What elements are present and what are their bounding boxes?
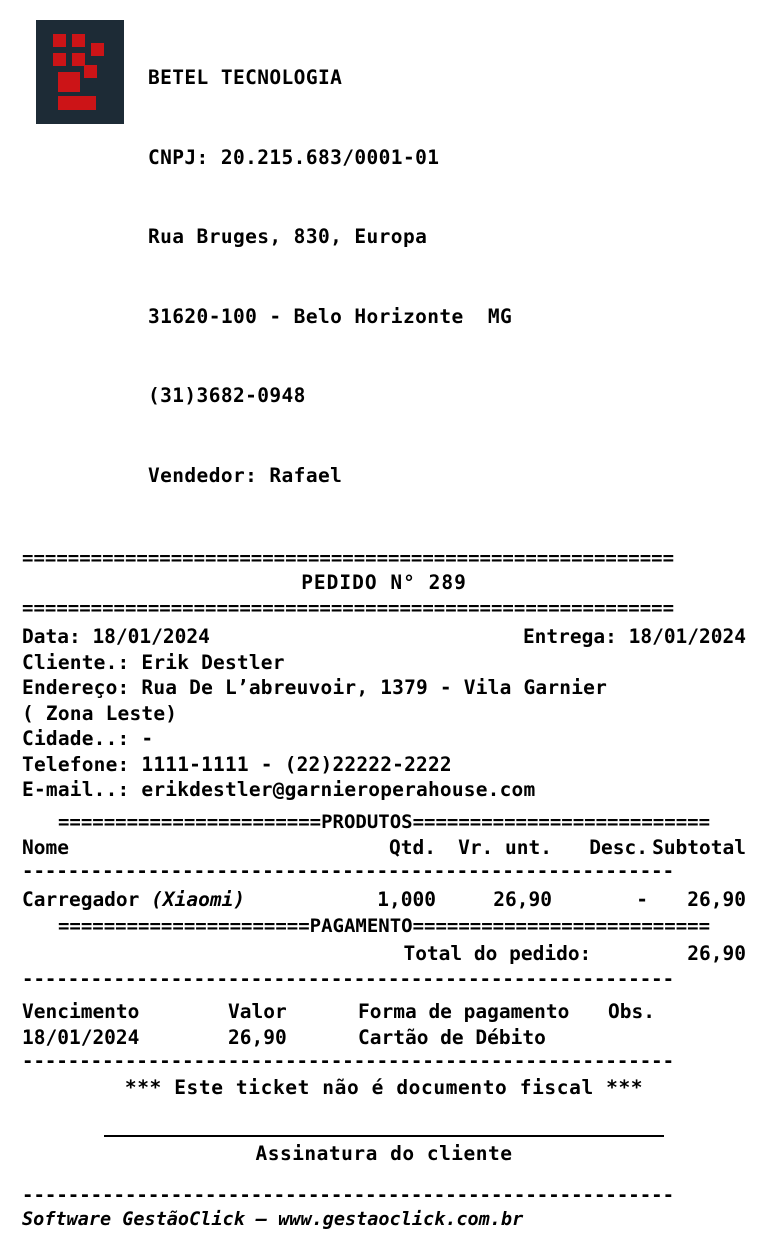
divider-dashes-payment: --------------------------------------------------------- bbox=[22, 968, 675, 989]
fiscal-notice: *** Este ticket não é documento fiscal *** bbox=[124, 1075, 644, 1099]
divider-dashes-footer: --------------------------------------------------------- bbox=[22, 1184, 675, 1205]
product-name-cell bbox=[22, 887, 332, 913]
order-phone: Telefone: 1111-1111 - (22)22222-2222 bbox=[22, 752, 452, 776]
order-total-row bbox=[22, 939, 746, 969]
payment-header-vencimento: Vencimento bbox=[22, 999, 140, 1023]
products-section-band: =======================PRODUTOS========================== bbox=[57, 810, 711, 833]
order-address-cont: ( Zona Leste) bbox=[22, 701, 178, 725]
receipt-header bbox=[22, 12, 746, 542]
payment-obs bbox=[608, 1025, 746, 1051]
product-subtotal: 26,90 bbox=[687, 887, 746, 911]
order-total-value: 26,90 bbox=[687, 941, 746, 965]
order-date: Data: 18/01/2024 bbox=[22, 625, 210, 648]
product-brand: (Xiaomi) bbox=[151, 887, 246, 911]
order-dates-row bbox=[22, 624, 746, 650]
order-total-label: Total do pedido: bbox=[403, 941, 592, 965]
product-qtd: 1,000 bbox=[377, 887, 436, 911]
order-delivery: Entrega: 18/01/2024 bbox=[522, 625, 746, 648]
payment-header-row bbox=[22, 999, 746, 1025]
products-header-qtd: Qtd. bbox=[389, 835, 436, 859]
order-address: Endereço: Rua De L’abreuvoir, 1379 - Vila Garnier bbox=[22, 676, 608, 699]
payment-forma: Cartão de Débito bbox=[358, 1025, 546, 1049]
products-header-row bbox=[22, 835, 746, 861]
betel-logo-icon bbox=[36, 20, 124, 124]
page-title: PEDIDO N° 289 bbox=[301, 571, 467, 594]
signature-area bbox=[22, 1135, 746, 1171]
payment-vencimento: 18/01/2024 bbox=[22, 1025, 140, 1049]
company-address: Rua Bruges, 830, Europa bbox=[148, 225, 428, 248]
company-phone: (31)3682-0948 bbox=[148, 384, 306, 407]
divider-dashes-after-payment: --------------------------------------------------------- bbox=[22, 1050, 675, 1071]
products-header-desc: Desc. bbox=[589, 835, 648, 859]
order-email: E-mail..: erikdestler@garnieroperahouse.com bbox=[22, 778, 536, 801]
product-unit: 26,90 bbox=[493, 887, 552, 911]
divider-equals-under-title: ========================================================= bbox=[22, 598, 675, 618]
products-header-name: Nome bbox=[22, 835, 69, 859]
signature-label: Assinatura do cliente bbox=[255, 1141, 513, 1165]
products-header-subtotal: Subtotal bbox=[652, 835, 746, 859]
divider-equals-top: ========================================================= bbox=[22, 548, 675, 568]
payment-header-obs: Obs. bbox=[608, 999, 655, 1023]
products-header-unit: Vr. unt. bbox=[458, 835, 552, 859]
order-client: Cliente.: Erik Destler bbox=[22, 650, 285, 674]
table-row bbox=[22, 887, 746, 913]
company-info bbox=[148, 12, 512, 542]
payment-valor: 26,90 bbox=[228, 1025, 287, 1049]
company-seller: Vendedor: Rafael bbox=[148, 463, 343, 487]
payment-section-band: ======================PAGAMENTO========================== bbox=[57, 914, 711, 937]
product-name: Carregador bbox=[22, 887, 152, 911]
product-desc: - bbox=[636, 887, 648, 911]
payment-row bbox=[22, 1025, 746, 1051]
company-cnpj: CNPJ: 20.215.683/0001-01 bbox=[148, 145, 440, 169]
order-city: Cidade..: - bbox=[22, 727, 154, 750]
payment-header-valor: Valor bbox=[228, 999, 287, 1023]
footer-software: Software GestãoClick – www.gestaoclick.com.br bbox=[22, 1208, 524, 1230]
payment-header-forma: Forma de pagamento bbox=[358, 999, 570, 1023]
company-city: 31620-100 - Belo Horizonte MG bbox=[148, 304, 513, 328]
company-name: BETEL TECNOLOGIA bbox=[148, 66, 343, 89]
divider-dashes-products: --------------------------------------------------------- bbox=[22, 860, 675, 881]
